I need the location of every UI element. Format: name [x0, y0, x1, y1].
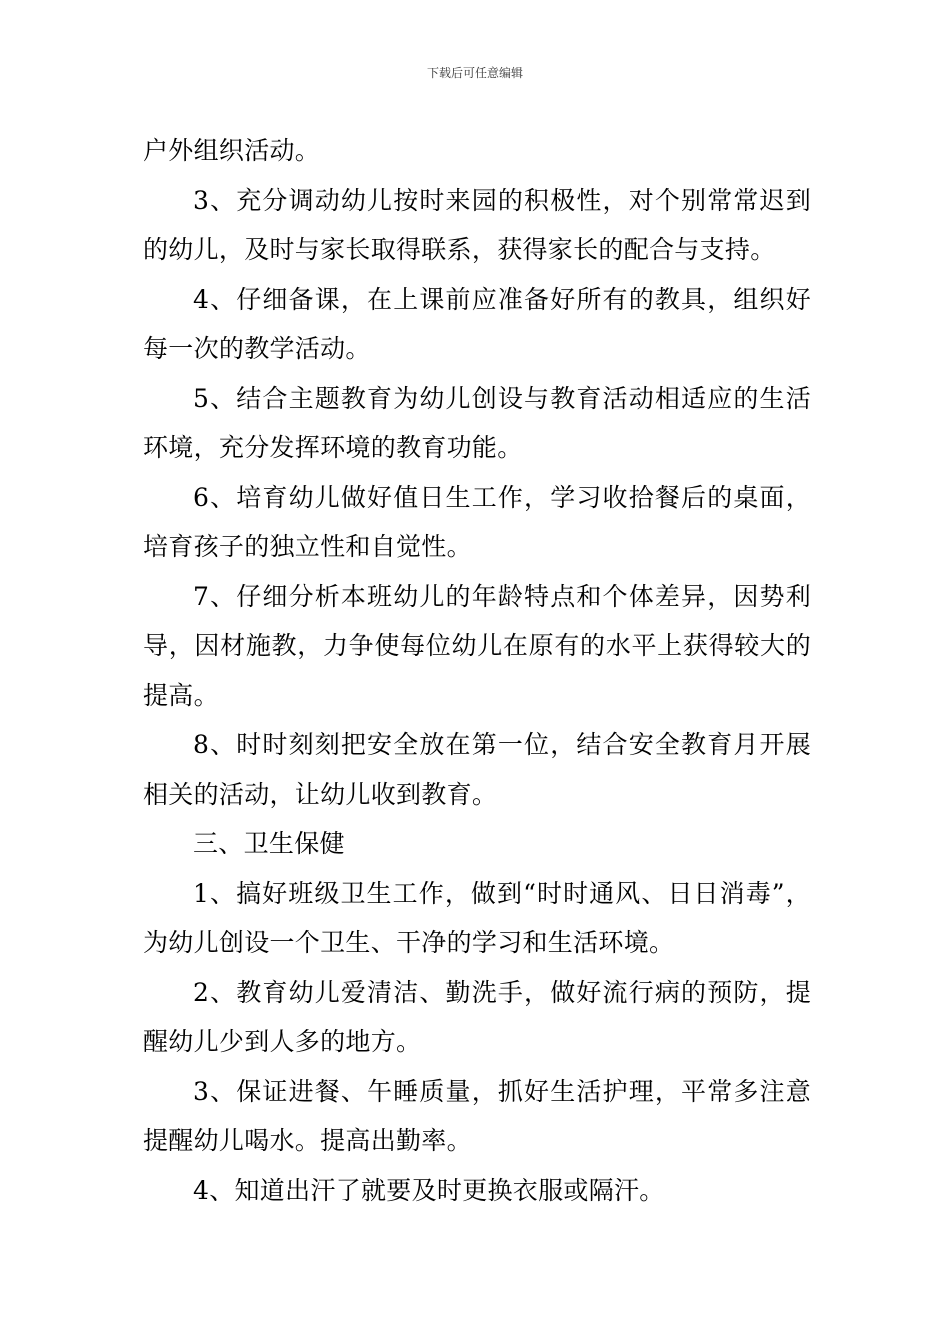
paragraph-health-item-4: 4、知道出汗了就要及时更换衣服或隔汗。 [193, 1175, 665, 1205]
paragraph-item-5: 5、结合主题教育为幼儿创设与教育活动相适应的生活环境，充分发挥环境的教育功能。 [143, 383, 811, 462]
paragraph-item-3: 3、充分调动幼儿按时来园的积极性，对个别常常迟到的幼儿，及时与家长取得联系，获得家长的配合与支持。 [143, 185, 811, 264]
paragraph-continuation: 户外组织活动。 [143, 136, 321, 165]
paragraph-item-8: 8、时时刻刻把安全放在第一位，结合安全教育月开展相关的活动，让幼儿收到教育。 [143, 730, 811, 809]
paragraph-health-item-2: 2、教育幼儿爱清洁、勤洗手，做好流行病的预防，提醒幼儿少到人多的地方。 [143, 977, 811, 1056]
paragraph-health-item-3: 3、保证进餐、午睡质量，抓好生活护理，平常多注意提醒幼儿喝水。提高出勤率。 [143, 1076, 811, 1155]
paragraph-item-4: 4、仔细备课，在上课前应准备好所有的教具，组织好每一次的教学活动。 [143, 284, 811, 363]
paragraph-item-6: 6、培育幼儿做好值日生工作，学习收拾餐后的桌面，培育孩子的独立性和自觉性。 [143, 482, 811, 561]
paragraph-item-7: 7、仔细分析本班幼儿的年龄特点和个体差异，因势利导，因材施教，力争使每位幼儿在原有的水平上获得较大的提高。 [143, 581, 811, 710]
paragraph-health-item-1: 1、搞好班级卫生工作，做到“时时通风、日日消毒”，为幼儿创设一个卫生、干净的学习和生活环境。 [143, 878, 811, 957]
page-header-note: 下载后可任意编辑 [426, 66, 523, 80]
document-body [143, 126, 811, 1215]
section-heading-health: 三、卫生保健 [193, 829, 345, 858]
